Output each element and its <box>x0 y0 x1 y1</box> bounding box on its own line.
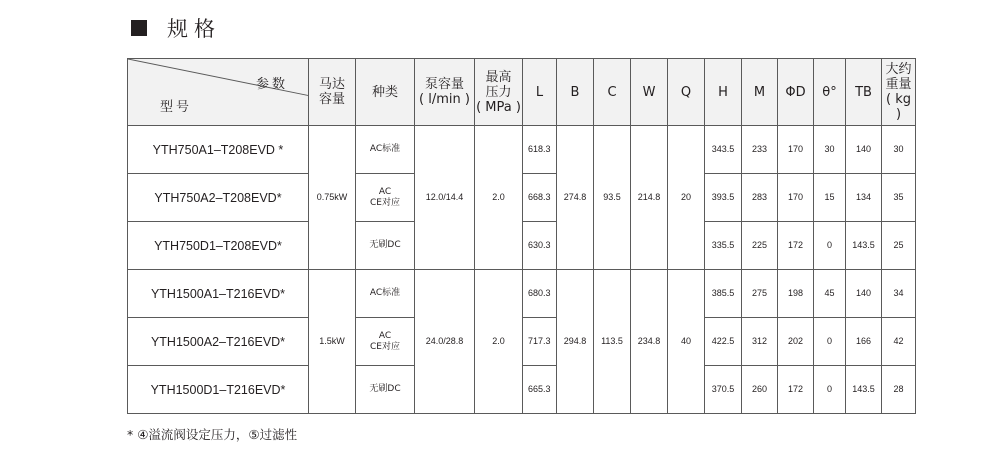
dim-TB-cell: 140 <box>846 270 882 318</box>
column-header-line: 种类 <box>371 84 398 100</box>
column-header-H <box>705 59 742 126</box>
type-cell-line: CE对应 <box>370 341 400 352</box>
dim-B-cell: 274.8 <box>557 126 594 270</box>
corner-header <box>128 59 309 126</box>
dim-H-cell: 370.5 <box>705 366 742 414</box>
column-header-line: 容量 <box>318 92 345 107</box>
model-cell: YTH1500D1–T216EVD* <box>128 366 309 414</box>
diagonal-line <box>128 59 308 125</box>
column-header-line: 重量 <box>885 77 912 92</box>
type-cell <box>356 270 415 318</box>
column-header-PhiD <box>778 59 814 126</box>
column-header-theta <box>814 59 846 126</box>
dim-TB-cell: 166 <box>846 318 882 366</box>
dim-phid-cell: 170 <box>778 126 814 174</box>
dim-TB-cell: 143.5 <box>846 222 882 270</box>
dim-L-cell: 630.3 <box>523 222 557 270</box>
column-header-type <box>356 59 415 126</box>
dim-M-cell: 312 <box>742 318 778 366</box>
column-header-line: ( kg ) <box>886 92 911 122</box>
column-header-weight <box>882 59 916 126</box>
model-cell: YTH750A2–T208EVD* <box>128 174 309 222</box>
column-header-line: M <box>753 84 766 100</box>
dim-TB-cell: 140 <box>846 126 882 174</box>
column-header-line: 马达 <box>318 77 345 92</box>
weight-cell: 35 <box>882 174 916 222</box>
column-header-motor <box>309 59 356 126</box>
dim-W-cell: 234.8 <box>631 270 668 414</box>
angle-cell: 30 <box>814 126 846 174</box>
weight-cell: 30 <box>882 126 916 174</box>
angle-cell: 0 <box>814 318 846 366</box>
dim-phid-cell: 172 <box>778 366 814 414</box>
type-cell-line: CE对应 <box>370 197 400 208</box>
dim-M-cell: 260 <box>742 366 778 414</box>
corner-model-label: 型号 <box>160 100 193 115</box>
section-title: 规格 <box>167 17 221 41</box>
column-header-line: 压力 <box>485 84 512 100</box>
column-header-line: ( l/min ) <box>419 92 470 107</box>
dim-H-cell: 422.5 <box>705 318 742 366</box>
model-cell: YTH1500A2–T216EVD* <box>128 318 309 366</box>
square-bullet-icon <box>131 20 147 36</box>
pressure-cell: 2.0 <box>475 126 523 270</box>
dim-phid-cell: 170 <box>778 174 814 222</box>
dim-M-cell: 283 <box>742 174 778 222</box>
dim-M-cell: 275 <box>742 270 778 318</box>
column-header-line: 泵容量 <box>424 77 464 92</box>
weight-cell: 34 <box>882 270 916 318</box>
dim-L-cell: 665.3 <box>523 366 557 414</box>
angle-cell: 45 <box>814 270 846 318</box>
weight-cell: 28 <box>882 366 916 414</box>
section-heading <box>131 14 221 42</box>
column-header-line: L <box>535 84 544 100</box>
column-header-line: θ° <box>822 84 837 100</box>
angle-cell: 0 <box>814 366 846 414</box>
table-row <box>128 126 916 174</box>
pump-capacity-cell: 24.0/28.8 <box>415 270 475 414</box>
angle-cell: 15 <box>814 174 846 222</box>
dim-Q-cell: 20 <box>668 126 705 270</box>
column-header-line: 大约 <box>885 62 912 77</box>
column-header-L <box>523 59 557 126</box>
type-cell <box>356 174 415 222</box>
type-cell-line: 无刷DC <box>369 384 401 394</box>
column-header-line: Q <box>680 84 692 100</box>
dim-TB-cell: 134 <box>846 174 882 222</box>
dim-phid-cell: 172 <box>778 222 814 270</box>
weight-cell: 25 <box>882 222 916 270</box>
type-cell <box>356 222 415 270</box>
dim-phid-cell: 202 <box>778 318 814 366</box>
motor-capacity-cell: 0.75kW <box>309 126 356 270</box>
dim-L-cell: 680.3 <box>523 270 557 318</box>
dim-TB-cell: 143.5 <box>846 366 882 414</box>
corner-param-label: 参数 <box>255 77 288 92</box>
weight-cell: 42 <box>882 318 916 366</box>
dim-H-cell: 393.5 <box>705 174 742 222</box>
dim-M-cell: 225 <box>742 222 778 270</box>
column-header-pump <box>415 59 475 126</box>
column-header-Q <box>668 59 705 126</box>
header-row <box>128 59 916 126</box>
column-header-line: ( MPa ) <box>476 99 521 115</box>
column-header-line: 最高 <box>485 69 512 85</box>
dim-C-cell: 113.5 <box>594 270 631 414</box>
column-header-M <box>742 59 778 126</box>
pump-capacity-cell: 12.0/14.4 <box>415 126 475 270</box>
dim-L-cell: 668.3 <box>523 174 557 222</box>
pressure-cell: 2.0 <box>475 270 523 414</box>
angle-cell: 0 <box>814 222 846 270</box>
dim-M-cell: 233 <box>742 126 778 174</box>
column-header-line: H <box>718 84 728 100</box>
dim-Q-cell: 40 <box>668 270 705 414</box>
column-header-line: ΦD <box>785 84 806 100</box>
type-cell <box>356 318 415 366</box>
column-header-line: B <box>570 84 580 100</box>
dim-H-cell: 335.5 <box>705 222 742 270</box>
type-cell <box>356 366 415 414</box>
dim-C-cell: 93.5 <box>594 126 631 270</box>
type-cell-line: AC <box>378 186 392 197</box>
dim-H-cell: 343.5 <box>705 126 742 174</box>
column-header-line: C <box>607 84 617 100</box>
type-cell-line: 无刷DC <box>369 240 401 250</box>
dim-phid-cell: 198 <box>778 270 814 318</box>
column-header-B <box>557 59 594 126</box>
column-header-TB <box>846 59 882 126</box>
column-header-W <box>631 59 668 126</box>
model-cell: YTH1500A1–T216EVD* <box>128 270 309 318</box>
model-cell: YTH750D1–T208EVD* <box>128 222 309 270</box>
type-cell <box>356 126 415 174</box>
type-cell-line: AC标准 <box>369 288 401 298</box>
dim-H-cell: 385.5 <box>705 270 742 318</box>
dim-L-cell: 618.3 <box>523 126 557 174</box>
spec-table <box>127 58 916 414</box>
column-header-line: W <box>642 84 656 100</box>
type-cell-line: AC标准 <box>369 144 401 154</box>
dim-B-cell: 294.8 <box>557 270 594 414</box>
column-header-pressure <box>475 59 523 126</box>
type-cell-line: AC <box>378 330 392 341</box>
column-header-line: TB <box>855 84 872 100</box>
column-header-C <box>594 59 631 126</box>
footnote: * ④溢流阀设定压力，⑤过滤性 <box>127 427 298 442</box>
dim-L-cell: 717.3 <box>523 318 557 366</box>
model-cell: YTH750A1–T208EVD * <box>128 126 309 174</box>
spec-body <box>128 126 916 414</box>
dim-W-cell: 214.8 <box>631 126 668 270</box>
motor-capacity-cell: 1.5kW <box>309 270 356 414</box>
table-row <box>128 270 916 318</box>
